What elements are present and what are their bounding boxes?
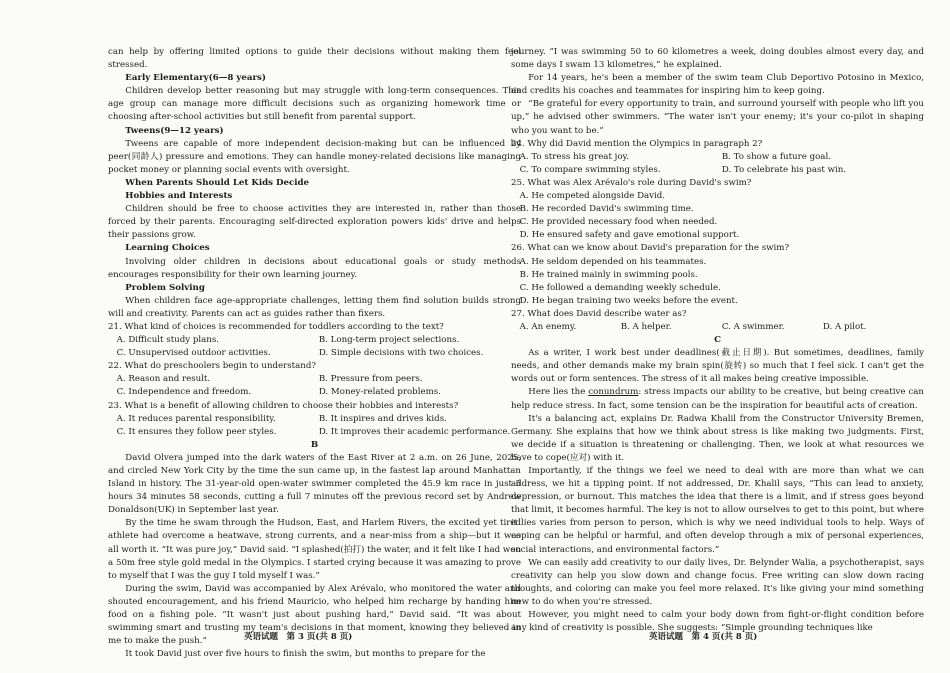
section-heading: When Parents Should Let Kids Decide	[125, 177, 310, 188]
option-26a: A. He seldom depended on his teammates.	[519, 256, 707, 267]
option-26c: C. He followed a demanding weekly schedule.	[519, 282, 721, 293]
page-footer-left: 英语试题 第 3 页(共 8 页)	[244, 632, 353, 642]
section-label-c: C	[714, 335, 721, 346]
option-25a: A. He competed alongside David.	[519, 191, 666, 202]
page-footer-right: 英语试题 第 4 页(共 8 页)	[649, 632, 758, 642]
options-row	[108, 373, 521, 386]
option-22b: B. Pressure from peers.	[318, 374, 423, 385]
option-24a: A. To stress his great joy.	[519, 151, 629, 162]
paragraph: Importantly, if the things we feel we need to deal with are more than what we can address, we hit a tipping point. If not addressed, Dr. Khalil says, “This can lead to anxiety, depression, or burnout. This matches the idea that there is a limit, and if stress goes beyond that limit, it becomes harmful. The key is not to allow ourselves to get to this point, but where it lies varies from person to person, which is why we need individual tools to help. Ways of coping can be helpful or harmful, and often develop through a mix of personal experiences, social interactions, and environmental factors.”	[511, 466, 924, 555]
options-row	[511, 164, 924, 177]
options-row	[108, 347, 521, 360]
paragraph: By the time he swam through the Hudson, East, and Harlem Rivers, the excited yet tired athlete had overcome a heatwave, strong currents, and a near-miss from a ship—but it was all worth it. “It was pure joy,” David said. “I splashed(拍打) the water, and it felt like I had won a 50m free style gold medal in the Olympics. I started crying because it was amazing to prove to myself that I was the guy I told myself I was.”	[108, 518, 521, 581]
section-heading: Problem Solving	[125, 282, 205, 293]
paragraph: Involving older children in decisions about educational goals or study methods encourages responsibility for their own learning journey.	[108, 256, 521, 280]
section-heading: Learning Choices	[125, 243, 210, 254]
option-21c: C. Unsupervised outdoor activities.	[116, 348, 271, 359]
option-27a: A. An enemy.	[519, 321, 577, 332]
option-23a: A. It reduces parental responsibility.	[116, 413, 276, 424]
options-row	[511, 321, 924, 334]
paragraph: It took David just over five hours to finish the swim, but months to prepare for the	[125, 649, 486, 660]
options-row	[511, 151, 924, 164]
option-26d: D. He began training two weeks before the event.	[519, 295, 738, 306]
paragraph: During the swim, David was accompanied by Alex Arévalo, who monitored the water and shouted encouragement, and his friend Mauricio, who helped him recharge by handing him food on a fishing pole. “It wasn't just about pushing hard,” David said. “It was about swimming smart and trusting my team's decisions in that moment, knowing they believed in me to make the push.”	[108, 583, 521, 647]
question-25: 25. What was Alex Arévalo's role during David's swim?	[511, 177, 752, 188]
paragraph: When children face age-appropriate challenges, letting them find solution builds strong will and creativity. Parents can act as guides rather than fixers.	[108, 295, 521, 319]
section-label-b: B	[310, 439, 319, 450]
left-page-column	[108, 46, 521, 661]
right-page-column	[511, 46, 924, 635]
option-27c: C. A swimmer.	[721, 321, 785, 332]
option-25d: D. He ensured safety and gave emotional support.	[519, 230, 740, 241]
question-27: 27. What does David describe water as?	[511, 308, 687, 319]
section-heading: Tweens(9—12 years)	[125, 125, 224, 136]
paragraph: As a writer, I work best under deadlines(截止日期). But sometimes, deadlines, family needs, and other demands make my brain spin(旋转) so much that I feel sick. I can't get the words out or form sentences. The stress of it all makes being creative impossible.	[511, 348, 924, 385]
option-22c: C. Independence and freedom.	[116, 387, 252, 398]
option-21b: B. Long-term project selections.	[318, 335, 460, 346]
option-22d: D. Money-related problems.	[318, 387, 441, 398]
option-25c: C. He provided necessary food when needed.	[519, 217, 718, 228]
option-24c: C. To compare swimming styles.	[519, 164, 661, 175]
option-27d: D. A pilot.	[822, 321, 867, 332]
option-25b: B. He recorded David's swimming time.	[519, 204, 694, 215]
option-23c: C. It ensures they follow peer styles.	[116, 426, 277, 437]
section-heading: Hobbies and Interests	[125, 191, 233, 202]
question-22: 22. What do preschoolers begin to understand?	[108, 361, 316, 372]
question-23: 23. What is a benefit of allowing children to choose their hobbies and interests?	[108, 400, 459, 411]
paragraph: “Be grateful for every opportunity to train, and surround yourself with people who lift you up,” he advised other swimmers. “The water isn't your enemy; it's your co-pilot in shaping who you want to be.”	[511, 99, 924, 136]
options-row	[108, 334, 521, 347]
paragraph: Here lies the conundrum: stress impacts our ability to be creative, but being creative can help reduce stress. In fact, some tension can be the inspiration for beautiful acts of creation.	[511, 387, 924, 411]
section-heading: Early Elementary(6—8 years)	[125, 73, 266, 84]
question-24: 24. Why did David mention the Olympics in paragraph 2?	[511, 138, 763, 149]
paragraph: Children should be free to choose activities they are interested in, rather than those forced by their parents. Encouraging self-directed exploration powers kids' drive and helps their passions grow.	[108, 204, 521, 241]
option-24b: B. To show a future goal.	[721, 151, 831, 162]
question-21: 21. What kind of choices is recommended for toddlers according to the text?	[108, 321, 444, 332]
option-23d: D. It improves their academic performance.	[318, 426, 511, 437]
underlined-word: conundrum	[588, 387, 639, 398]
paragraph: Tweens are capable of more independent decision-making but can be influenced by peer(同龄人) pressure and emotions. They can handle money-related decisions like managing pocket money or planning social events with oversight.	[108, 138, 521, 175]
paragraph: It's a balancing act, explains Dr. Radwa Khalil from the Constructor University Bremen, Germany. She explains that how we think about stress is like making two judgments. First, we decide if a situation is threatening or challenging. Then, we look at what resources we have to cope(应对) with it.	[511, 413, 924, 463]
option-21d: D. Simple decisions with two choices.	[318, 348, 484, 359]
paragraph: journey. “I was swimming 50 to 60 kilometres a week, doing doubles almost every day, and some days I swam 13 kilometres,” he explained.	[511, 47, 924, 71]
options-row	[108, 426, 521, 439]
option-26b: B. He trained mainly in swimming pools.	[519, 269, 698, 280]
paragraph: Children develop better reasoning but may struggle with long-term consequences. This age group can manage more difficult decisions such as organizing homework time or choosing after-school activities but still benefit from parental support.	[108, 86, 521, 123]
paragraph: We can easily add creativity to our daily lives, Dr. Belynder Walia, a psychotherapist, says creativity can help you slow down and change focus. Free writing can slow down racing thoughts, and coloring can make you feel more relaxed. It's like giving your mind something new to do when you're stressed.	[511, 557, 924, 607]
option-23b: B. It inspires and drives kids.	[318, 413, 447, 424]
paragraph: However, you might need to calm your body down from fight-or-flight condition before any kind of creativity is possible. She suggests: “Simple grounding techniques like	[511, 610, 924, 634]
option-21a: A. Difficult study plans.	[116, 335, 219, 346]
option-22a: A. Reason and result.	[116, 374, 211, 385]
option-27b: B. A helper.	[620, 321, 672, 332]
question-26: 26. What can we know about David's preparation for the swim?	[511, 243, 790, 254]
option-24d: D. To celebrate his past win.	[721, 164, 847, 175]
options-row	[108, 413, 521, 426]
paragraph: For 14 years, he's been a member of the swim team Club Deportivo Potosino in Mexico, and credits his coaches and teammates for inspiring him to keep going.	[511, 73, 924, 97]
paragraph: can help by offering limited options to guide their decisions without making them feel stressed.	[108, 47, 521, 71]
paragraph: David Olvera jumped into the dark waters of the East River at 2 a.m. on 26 June, 2025, and circled New York City by the time the sun came up, in the fastest lap around Manhattan Island in history. The 31-year-old open-water swimmer completed the 45.9 km race in just 5 hours 34 minutes 58 seconds, cutting a full 7 minutes off the previous record set by Andrew Donaldson(UK) in September last year.	[108, 452, 521, 516]
options-row	[108, 386, 521, 399]
